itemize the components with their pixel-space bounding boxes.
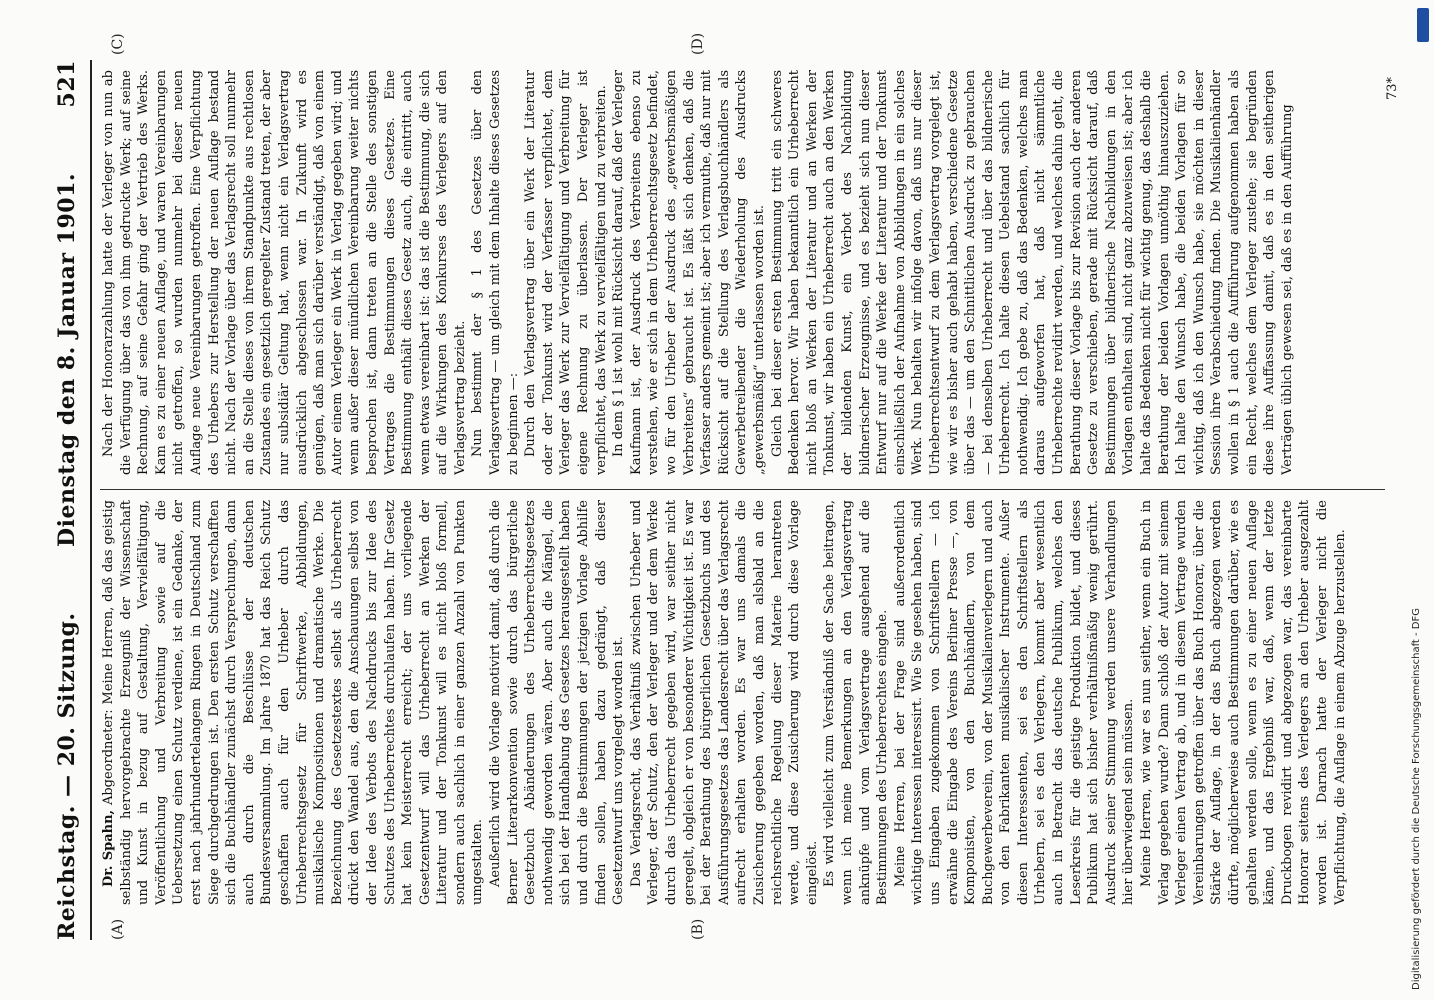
paragraph: Durch den Verlagsvertrag über ein Werk der Literatur oder der Tonkunst wird der Verfasser verpflichtet, dem Verleger das Werk zur Vervielfältigung und Verbreitung für eigene Rechnung zu überlassen. Der Verleger ist verpflichtet, das Werk zu vervielfältigen und zu verbreiten. [523, 70, 609, 475]
left-column [100, 500, 1385, 905]
paragraph: Das Verlagsrecht, das Verhältniß zwischen Urheber und Verleger, der Schutz, den der Verleger und der dem Werke durch das Urheberrecht gegeben wird, war seither nicht geregelt, obgleich er von besonderer Wichtigkeit ist. Es war bei der Berathung des bürgerlichen Gesetzbuchs und des Ausführungsgesetzes das Landesrecht über das Verlagsrecht aufrecht erhalten worden. Es war uns damals die Zusicherung gegeben worden, daß man alsbald an die reichsrechtliche Regelung dieser Materie herantreten werde, und diese Zusicherung wird durch diese Vorlage eingelöst. [628, 500, 820, 905]
dfg-logo-icon [1417, 8, 1429, 42]
header-date: Dienstag den 8. Januar 1901. [54, 172, 80, 547]
speaker-name: Dr. Spahn, [101, 809, 116, 887]
margin-marker-d: (D) [690, 32, 706, 55]
paragraph: In dem § 1 ist wohl mit Rücksicht darauf, daß der Verleger Kaufmann ist, der Ausdruck des Verbreitens ebenso zu verstehen, wie er sich in dem Urheberrechtsgesetz befindet, wo für den Urheber der Ausdruck des „gewerbsmäßigen Verbreitens“ gebraucht ist. Es läßt sich denken, daß die Verfasser anders gemeint ist; aber ich vermuthe, daß nur mit Rücksicht auf die Stellung des Verlagsbuchhändlers als Gewerbetreibender die Wiederholung des Ausdrucks „gewerbsmäßig“ unterlassen worden ist. [611, 70, 767, 475]
paragraph: Nach der Honorarzahlung hatte der Verleger von nun ab die Verfügung über das von ihm gedruckte Werk; auf seine Rechnung, auf seine Gefahr ging der Vertrieb des Werks. Kam es zu einer neuen Auflage, und waren Vereinbarungen nicht getroffen, so wurden nunmehr bei dieser neuen Auflage neue Vereinbarungen getroffen. Eine Verpflichtung des Urhebers zur Herstellung der neuen Auflage bestand nicht. Nach der Vorlage über das Verlagsrecht soll nunmehr an die Stelle dieses von ihrem Standpunkte aus rechtlosen Zustandes ein gesetzlich geregelter Zustand treten, der aber nur subsidiär Geltung hat, wenn nicht ein Verlagsvertrag ausdrücklich abgeschlossen war. In Zukunft wird es genügen, daß man sich darüber verständigt, daß von einem Autor einem Verleger ein Werk in Verlag gegeben wird; und wenn außer dieser mündlichen Vereinbarung weiter nichts besprochen ist, dann treten an die Stelle des sonstigen Vertrages die Bestimmungen dieses Gesetzes. Eine Bestimmung enthält dieses Gesetz auch, die eintritt, auch wenn etwas vereinbart ist: das ist die Bestimmung, die sich auf die Wirkungen des Konkurses des Verlegers auf den Verlagsvertrag bezieht. [101, 70, 468, 475]
digitization-note-text: Digitalisierung gefördert durch die Deutsche Forschungsgemeinschaft - DFG [1411, 607, 1422, 990]
paragraph: Meine Herren, wie war es nun seither, wenn ein Buch in Verlag gegeben wurde? Dann schloß der Autor mit seinem Verleger einen Vertrag ab, und in diesem Vertrage wurden Vereinbarungen getroffen über das Buch Honorar, über die Stärke der Auflage, in der das Buch abgezogen werden dürfte, möglicherweise auch Bestimmungen darüber, wie es gehalten werden solle, wenn es zu einer neuen Auflage käme, und das Ergebniß war, daß, wenn der letzte Druckbogen revidirt und abgezogen war, das vereinbarte Honorar seitens des Verlegers an den Urheber ausgezahlt worden ist. Darnach hatte der Verleger nicht die Verpflichtung, die Auflage in einem Abzuge herzustellen. [1139, 500, 1348, 905]
paragraph-text: Abgeordneter: Meine Herren, daß das geistig selbständig hervorgebrachte Erzeugniß der Wissenschaft und Kunst in bezug auf Gestaltung, Vervielfältigung, Veröffentlichung und Verbreitung sowie auf die Uebersetzung einen Schutz verdiene, ist ein Gedanke, der erst nach jahrhundertelangem Ringen in Deutschland zum Siege durchgedrungen ist. Den ersten Schutz verschafften sich die Buchhändler zunächst durch Versprechungen, dann auch durch die Beschlüsse der deutschen Bundesversammlung. Im Jahre 1870 hat das Reich Schutz geschaffen auch für den Urheber durch das Urheberrechtsgesetz für Schriftwerke, Abbildungen, musikalische Kompositionen und dramatische Werke. Die Bezeichnung des Gesetzestextes selbst als Urheberrecht drückt den Wandel aus, den die Anschauungen selbst von der Idee des Verbots des Nachdrucks bis zur Idee des Schutzes des Urheberrechtes durchlaufen haben. Ihr Gesetz hat kein Meisterrecht erreicht; der uns vorliegende Gesetzentwurf will das Urheberrecht an Werken der Literatur und der Tonkunst will es nicht bloß formell, sondern auch sachlich in einer ganzen Anzahl von Punkten umgestalten. [101, 500, 486, 905]
paragraph: Gleich bei dieser ersten Bestimmung tritt ein schweres Bedenken hervor. Wir haben bekanntlich ein Urheberrecht nicht bloß an Werken der Literatur und an Werken der Tonkunst, wir haben ein Urheberrecht auch an den Werken der bildenden Kunst, ein Verbot des Nachbildung bildnerischer Erzeugnisse, und es bezieht sich nun dieser Entwurf nur auf die Werke der Literatur und der Tonkunst einschließlich der Aufnahme von Abbildungen in ein solches Werk. Nun behalten wir infolge davon, daß uns nur dieser Urheberrechtsentwurf zu dem Verlagsvertrag vorgelegt ist, wie wir es bisher auch gehabt haben, verschiedene Gesetze über das — um den Schnittlichen Ausdruck zu gebrauchen — bei denselben Urheberrecht und über das bildnerische Urheberrecht. Ich halte diesen Uebelstand sachlich für nothwendig. Ich gebe zu, daß das Bedenken, welches man daraus aufgeworfen hat, daß nicht sämmtliche Urheberrechte revidirt werden, und welches dahin geht, die Berathung dieser Vorlage bis zur Revision auch der anderen Gesetze zu verschieben, gerade mit Rücksicht darauf, daß Bestimmungen über bildnerische Nachbildungen in den Vorlagen enthalten sind, nicht ganz abzuweisen ist; aber ich halte das Bedenken nicht für wichtig genug, das deshalb die Berathung der beiden Vorlagen unnöthig hinauszuziehen. Ich halte den Wunsch habe, die beiden Vorlagen für so wichtig, daß ich den Wunsch habe, sie möchten in dieser Session ihre Verabschiedung finden. Die Musikalienhändler wollen in § 1 auch die Aufführung aufgenommen haben als ein Recht, welches dem Verleger zustehe; sie begründen diese ihre Auffassung damit, daß es in den seitherigen Verträgen üblich gewesen sei, daß es in den Aufführung [769, 70, 1295, 475]
page-header [40, 60, 80, 940]
paragraph: Nun bestimmt der § 1 des Gesetzes über den Verlagsvertrag — um gleich mit dem Inhalte dieses Gesetzes zu beginnen —: [470, 70, 521, 475]
sheet-number: 73* [1385, 76, 1400, 100]
paragraph: Es wird vielleicht zum Verständniß der Sache beitragen, wenn ich meine Bemerkungen an den Verlagsvertrag anknüpfe und vom Verlagsvertrage ausgehend auf die Bestimmungen des Urheberrechtes eingehe. [822, 500, 891, 905]
page-number: 521 [54, 60, 80, 108]
paragraph: Aeußerlich wird die Vorlage motivirt damit, daß durch die Berner Literarkonvention sowie durch das bürgerliche Gesetzbuch Abänderungen des Urheberrechtsgesetzes nothwendig geworden wären. Aber auch die Mängel, die sich bei der Handhabung des Gesetzes herausgestellt haben und durch die Bestimmungen der jetzigen Vorlage Abhilfe finden sollen, haben dazu gedrängt, daß dieser Gesetzentwurf uns vorgelegt worden ist. [488, 500, 627, 905]
margin-marker-b: (B) [690, 918, 706, 940]
right-column [100, 70, 1385, 475]
column-divider [100, 489, 1385, 490]
header-rule [90, 60, 92, 940]
margin-marker-a: (A) [110, 918, 126, 940]
margin-marker-c: (C) [110, 33, 126, 55]
paragraph: Meine Herren, bei der Frage sind außerordentlich wichtige Interessen interessirt. Wie Sie gesehen haben, sind uns Eingaben zugekommen von Schriftstellern — ich erwähne die Eingabe des Vereins Berliner Presse —, von Komponisten, von den Buchhändlern, von dem Buchgewerbeverein, von der Musikalienverlegern und auch von den Fabrikanten musikalischer Instrumente. Außer diesen Interessenten, sei es den Schriftstellern als Urhebern, sei es den Verlegern, kommt aber wesentlich auch in Betracht das deutsche Publikum, welches den Leserkreis für die geistige Produktion bildet, und dieses Publikum hat sich bisher verhältnißmäßig wenig gerührt. Ausdruck seiner Stimmung werden unsere Verhandlungen hier überwiegend sein müssen. [892, 500, 1137, 905]
header-session: Reichstag. — 20. Sitzung. [54, 612, 80, 940]
paragraph [100, 500, 487, 905]
digitization-note [1400, 10, 1434, 990]
